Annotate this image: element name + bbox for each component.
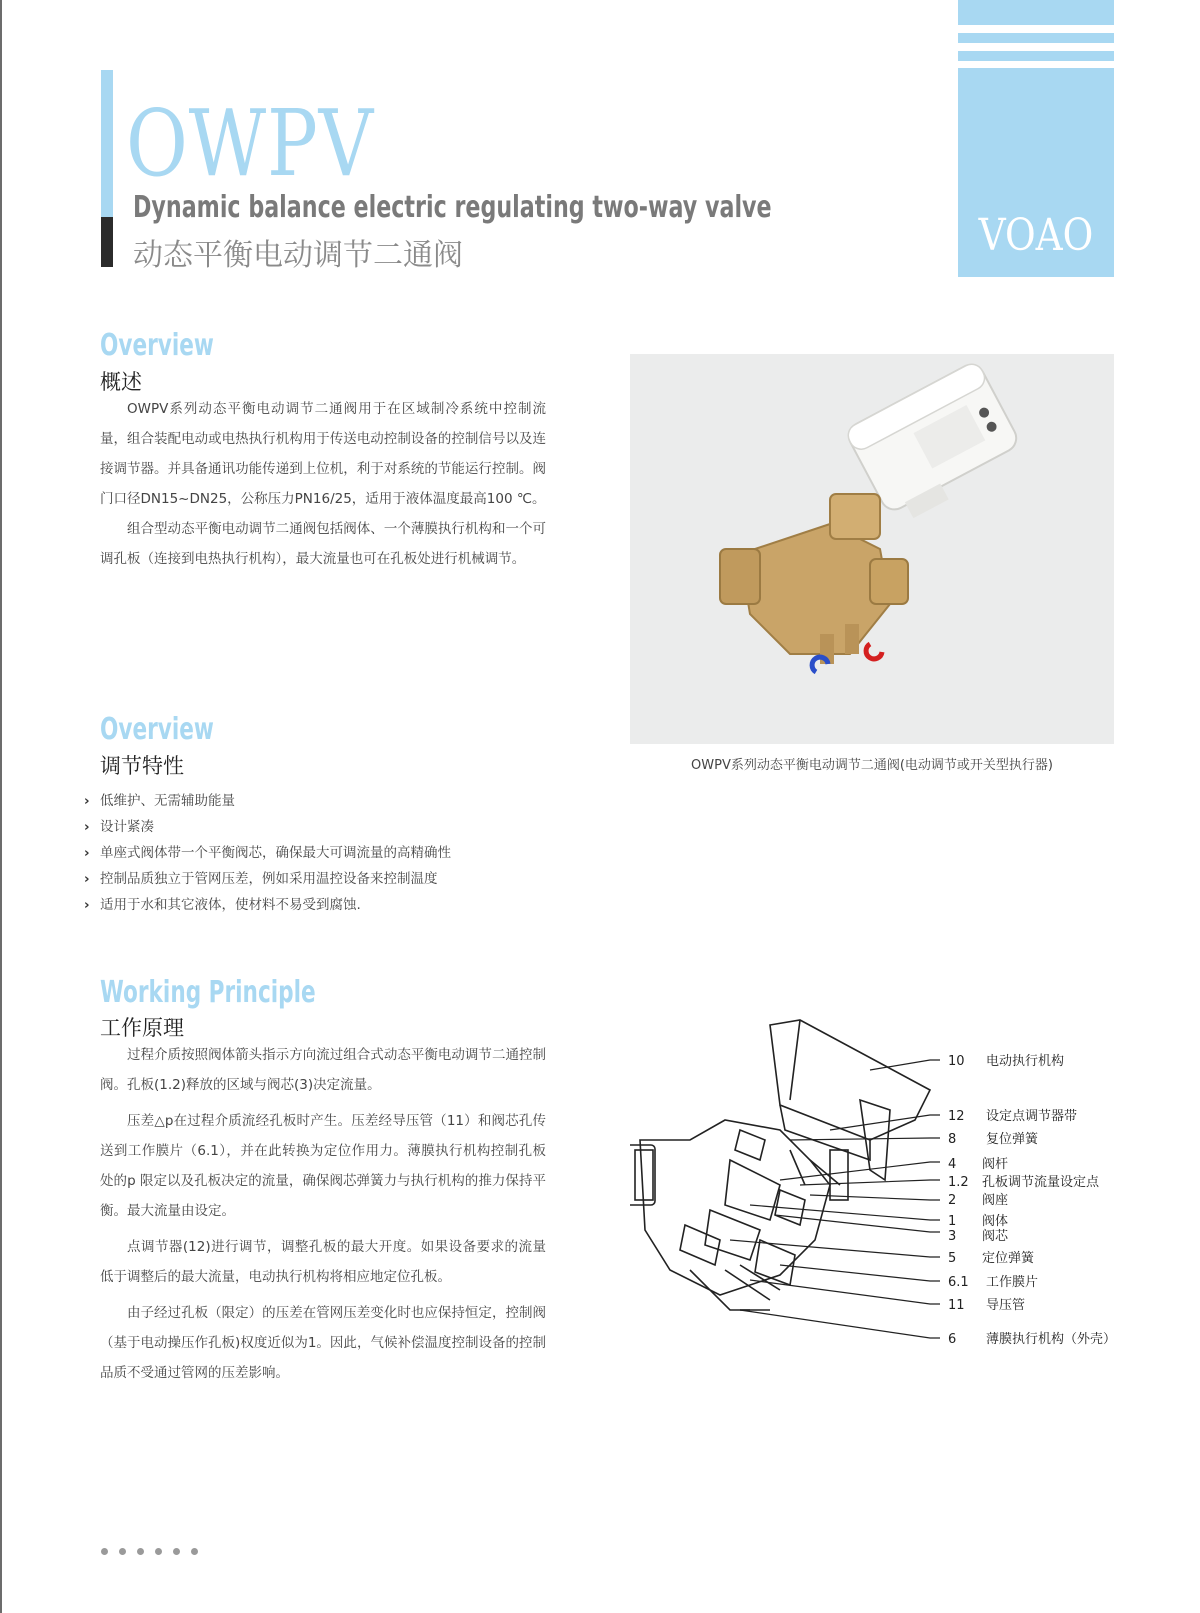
valve-illustration — [630, 354, 1114, 744]
diagram-label-num: 6 — [948, 1332, 957, 1347]
diagram-label-text: 阀芯 — [982, 1229, 1009, 1244]
principle-text — [100, 1040, 546, 1388]
dot — [137, 1548, 144, 1555]
valve-cross-section-diagram — [630, 1010, 1140, 1360]
principle-heading-en: Working Principle — [100, 975, 316, 1010]
feature-text: 设计紧凑 — [100, 819, 154, 835]
dot — [101, 1548, 108, 1555]
brand-stripe — [958, 33, 1114, 43]
diagram-label-num: 1.2 — [948, 1175, 969, 1190]
title-accent-bar — [101, 70, 113, 217]
overview-heading-cn: 概述 — [100, 370, 142, 394]
list-item — [84, 840, 451, 866]
features-heading-en: Overview — [100, 712, 214, 747]
feature-text: 单座式阀体带一个平衡阀芯，确保最大可调流量的高精确性 — [100, 845, 451, 861]
diagram-label-num: 2 — [948, 1193, 957, 1208]
diagram-svg — [630, 1010, 1140, 1360]
product-photo — [630, 354, 1114, 744]
brand-stripe — [958, 0, 1114, 25]
overview-paragraph: 组合型动态平衡电动调节二通阀包括阀体、一个薄膜执行机构和一个可调孔板（连接到电热执行机构），最大流量也可在孔板处进行机械调节。 — [100, 521, 546, 567]
diagram-label-text: 设定点调节器带 — [986, 1109, 1078, 1124]
title-dark-bar — [101, 217, 113, 267]
overview-heading-en: Overview — [100, 328, 214, 363]
diagram-label-num: 4 — [948, 1157, 957, 1172]
feature-list — [84, 788, 451, 918]
chevron-right-icon: › — [84, 793, 90, 809]
product-title-cn: 动态平衡电动调节二通阀 — [133, 238, 463, 273]
brand-logo: VOAO — [978, 210, 1094, 261]
diagram-label-text: 阀座 — [982, 1193, 1009, 1208]
dot — [155, 1548, 162, 1555]
diagram-label-text: 定位弹簧 — [982, 1251, 1035, 1266]
overview-paragraph: OWPV系列动态平衡电动调节二通阀用于在区域制冷系统中控制流量，组合装配电动或电热执行机构用于传送电动控制设备的控制信号以及连接调节器。并具备通讯功能传递到上位机，利于对系统的节能运行控制。阀门口径DN15~DN25，公称压力PN16/25，适用于液体温度最高100 ℃。 — [100, 401, 546, 507]
diagram-label-text: 复位弹簧 — [986, 1132, 1039, 1147]
product-title-en: Dynamic balance electric regulating two-way valve — [133, 190, 772, 225]
principle-paragraph: 点调节器(12)进行调节，调整孔板的最大开度。如果设备要求的流量低于调整后的最大流量，电动执行机构将相应地定位孔板。 — [100, 1239, 546, 1285]
list-item — [84, 892, 451, 918]
principle-paragraph: 压差△p在过程介质流经孔板时产生。压差经导压管（11）和阀芯孔传送到工作膜片（6.1），并在此转换为定位作用力。薄膜执行机构控制孔板处的p 限定以及孔板决定的流量，确保阀芯弹簧力与执行机构的推力保持平衡。最大流量由设定。 — [100, 1113, 546, 1219]
chevron-right-icon: › — [84, 897, 90, 913]
diagram-label-text: 阀体 — [982, 1214, 1009, 1229]
diagram-label-text: 电动执行机构 — [986, 1054, 1065, 1069]
diagram-label-text: 工作膜片 — [986, 1275, 1039, 1290]
diagram-label-text: 薄膜执行机构（外壳） — [986, 1332, 1117, 1347]
chevron-right-icon: › — [84, 845, 90, 861]
diagram-label-num: 8 — [948, 1132, 957, 1147]
feature-text: 低维护、无需辅助能量 — [100, 793, 235, 809]
diagram-label-num: 6.1 — [948, 1275, 969, 1290]
brand-stripe — [958, 51, 1114, 61]
overview-text — [100, 394, 546, 574]
diagram-label-num: 3 — [948, 1229, 957, 1244]
page-dots — [101, 1540, 209, 1559]
principle-paragraph: 过程介质按照阀体箭头指示方向流过组合式动态平衡电动调节二通控制阀。孔板(1.2)释放的区域与阀芯(3)决定流量。 — [100, 1047, 546, 1093]
features-heading-cn: 调节特性 — [100, 754, 184, 778]
list-item — [84, 788, 451, 814]
model-title: OWPV — [126, 90, 374, 197]
dot — [191, 1548, 198, 1555]
diagram-label-text: 导压管 — [986, 1298, 1026, 1313]
list-item — [84, 814, 451, 840]
principle-paragraph: 由子经过孔板（限定）的压差在管网压差变化时也应保持恒定，控制阀（基于电动操压作孔板)权度近似为1。因此，气候补偿温度控制设备的控制品质不受通过管网的压差影响。 — [100, 1305, 546, 1381]
chevron-right-icon: › — [84, 819, 90, 835]
diagram-label-num: 12 — [948, 1109, 965, 1124]
diagram-label-num: 11 — [948, 1298, 965, 1313]
diagram-label-num: 5 — [948, 1251, 957, 1266]
dot — [119, 1548, 126, 1555]
feature-text: 适用于水和其它液体，使材料不易受到腐蚀. — [100, 897, 361, 913]
feature-text: 控制品质独立于管网压差，例如采用温控设备来控制温度 — [100, 871, 438, 887]
photo-caption: OWPV系列动态平衡电动调节二通阀(电动调节或开关型执行器) — [691, 758, 1053, 773]
page-edge-line — [0, 0, 2, 1613]
diagram-label-num: 10 — [948, 1054, 965, 1069]
chevron-right-icon: › — [84, 871, 90, 887]
diagram-label-text: 阀杆 — [982, 1157, 1009, 1172]
list-item — [84, 866, 451, 892]
principle-heading-cn: 工作原理 — [100, 1016, 184, 1040]
diagram-label-num: 1 — [948, 1214, 957, 1229]
diagram-label-text: 孔板调节流量设定点 — [982, 1175, 1100, 1190]
dot — [173, 1548, 180, 1555]
